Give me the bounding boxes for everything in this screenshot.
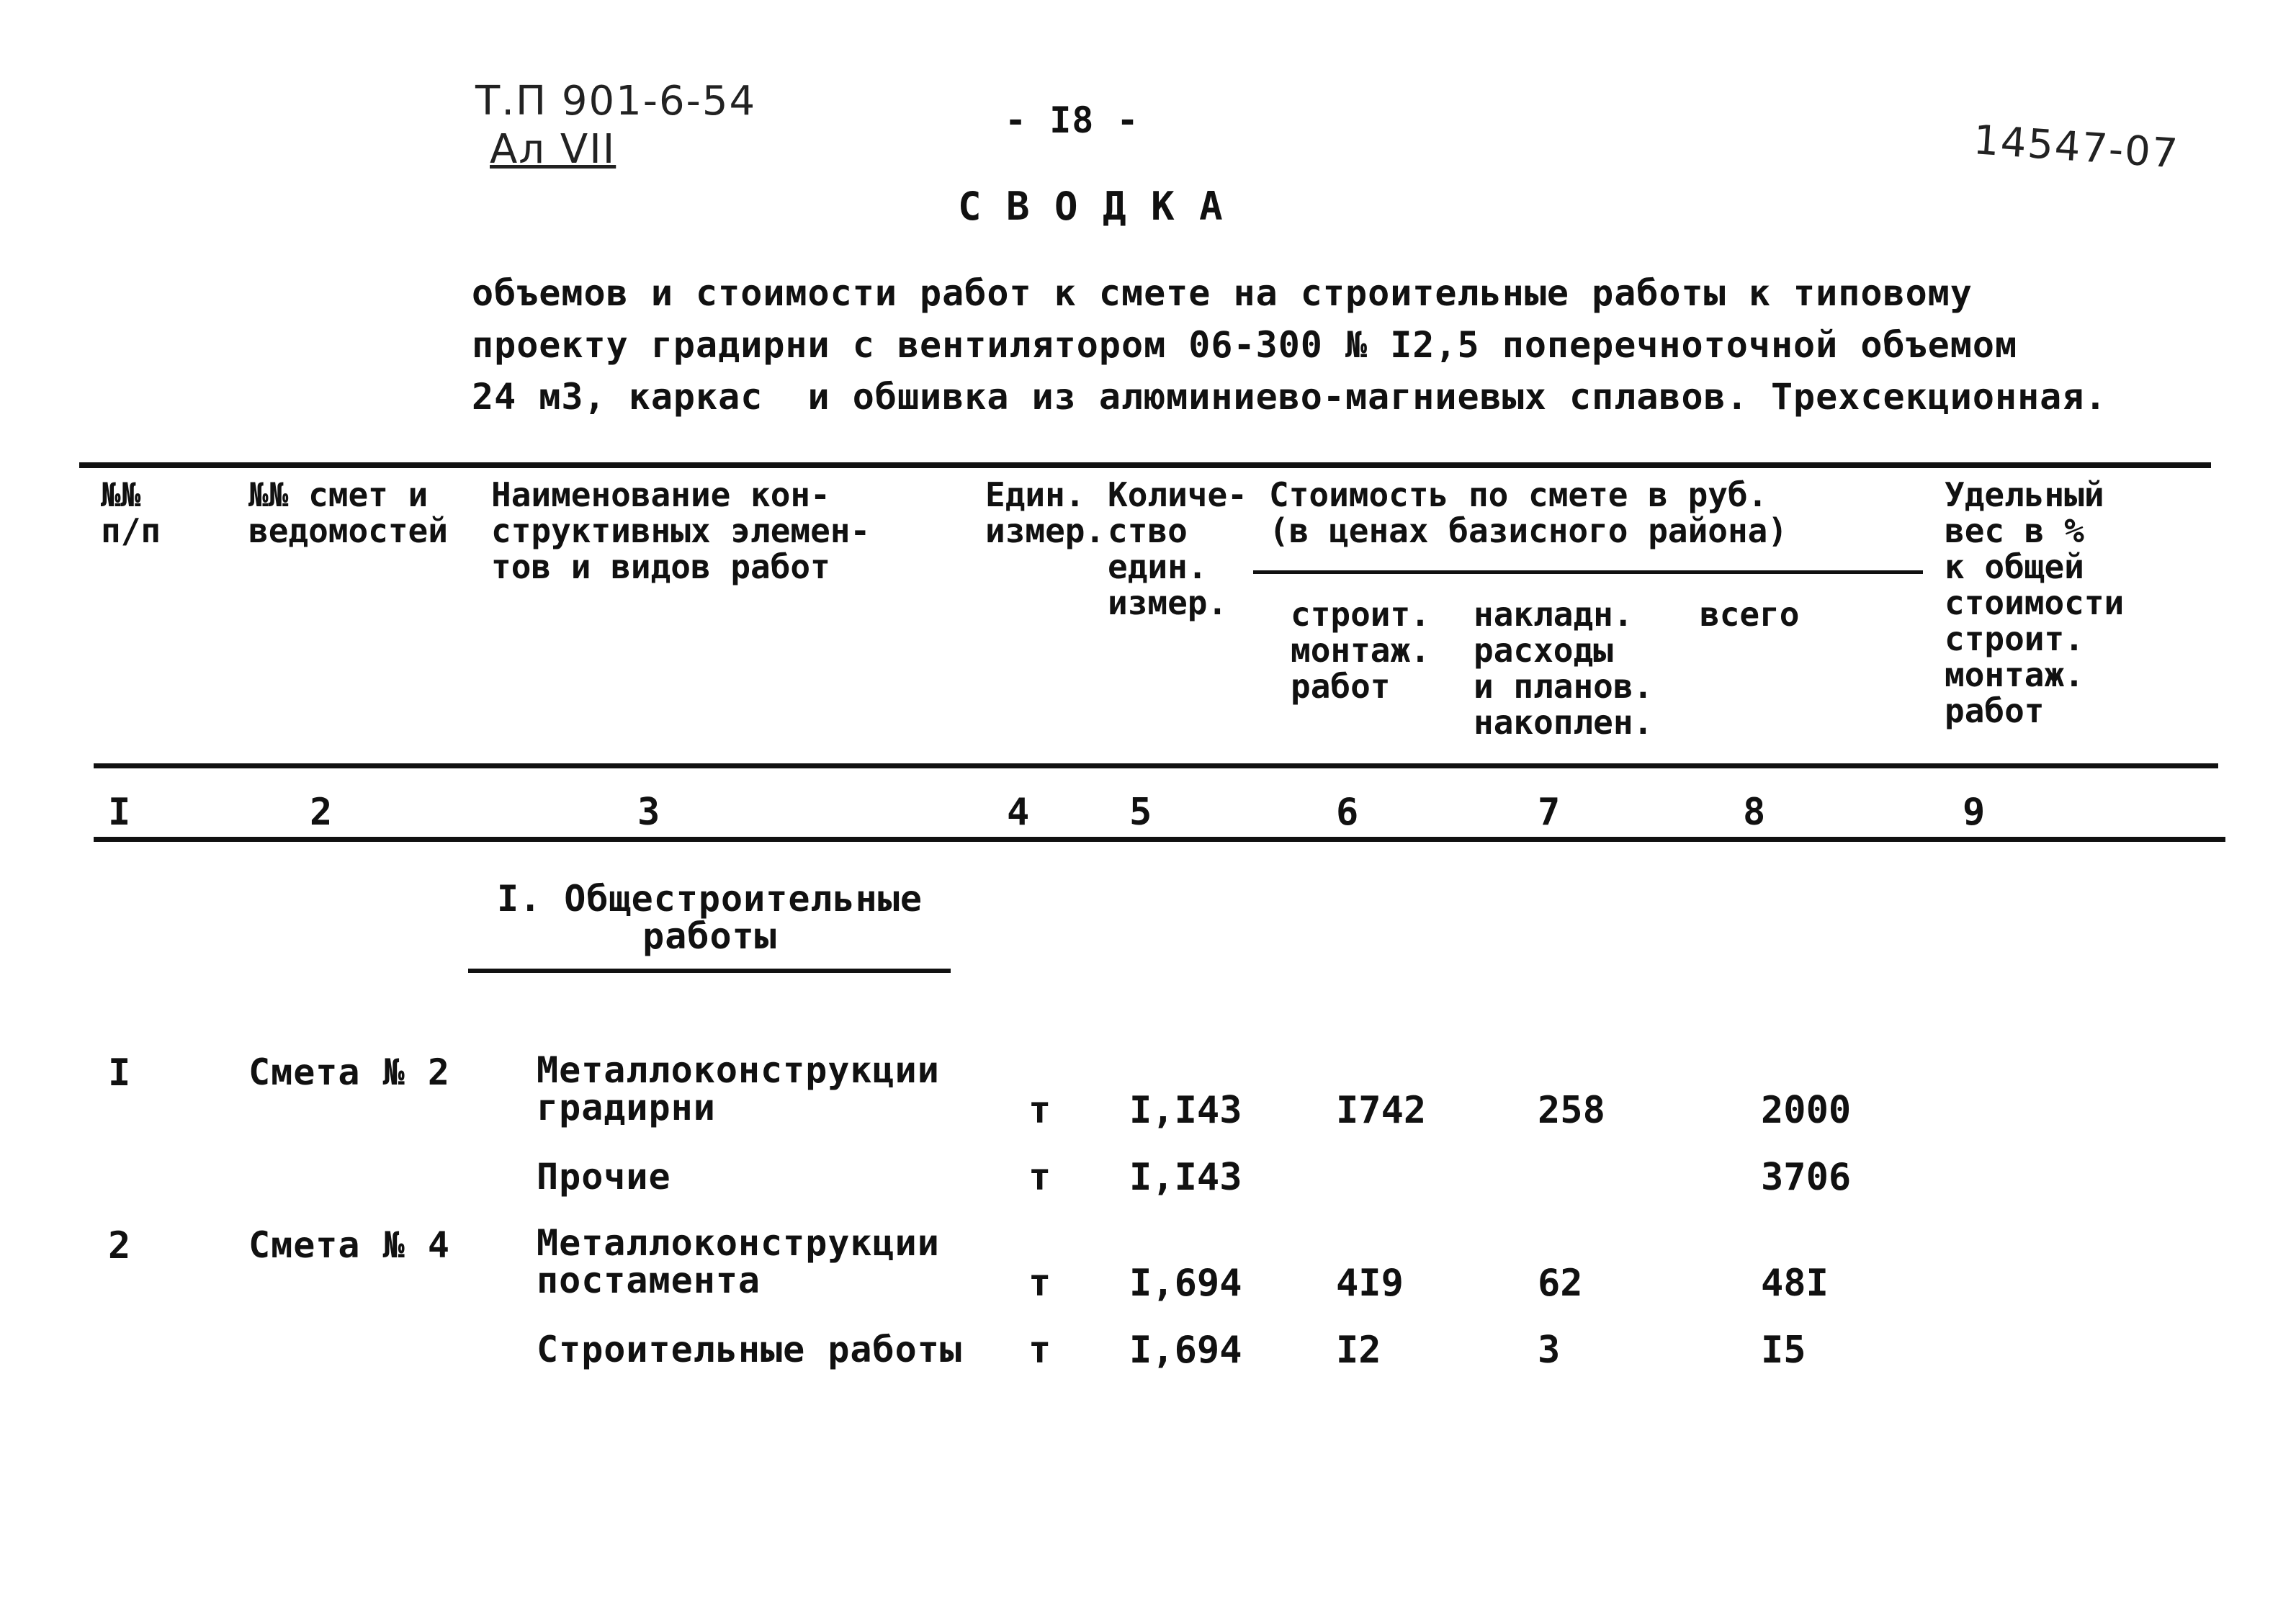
subtitle-line-2: проекту градирни с вентилятором 06-300 № I2,5 поперечноточной объемом xyxy=(472,324,2018,366)
row-4-unit: т xyxy=(1028,1329,1051,1372)
column-number-4: 4 xyxy=(1007,791,1030,834)
row-4-name: Строительные работы xyxy=(537,1329,962,1370)
row-2-unit: т xyxy=(1028,1156,1051,1199)
handwritten-project-code: Т.П 901-6-54 xyxy=(475,78,757,125)
handwritten-inventory-number: 14547-07 xyxy=(1972,117,2181,178)
row-2-quantity: I,I43 xyxy=(1129,1156,1242,1199)
column-number-8: 8 xyxy=(1743,791,1766,834)
row-1-construction-cost: I742 xyxy=(1336,1089,1427,1132)
header-share-percent: Удельный вес в % к общей стоимости строит. монтаж. работ xyxy=(1945,475,2125,730)
table-top-rule xyxy=(79,462,2211,468)
column-number-1: I xyxy=(108,791,131,834)
row-4-total-cost: I5 xyxy=(1761,1329,1806,1372)
row-4-overhead-cost: 3 xyxy=(1538,1329,1561,1372)
column-number-6: 6 xyxy=(1336,791,1359,834)
row-1-unit: т xyxy=(1028,1089,1051,1132)
section-title: I. Общестроительные работы xyxy=(497,878,923,957)
row-4-quantity: I,694 xyxy=(1129,1329,1242,1372)
column-number-2: 2 xyxy=(310,791,333,834)
header-unit: Един. измер. xyxy=(985,475,1106,550)
column-number-7: 7 xyxy=(1538,791,1561,834)
row-1-name: Металлоконструкции градирни xyxy=(537,1049,940,1128)
row-1-number: I xyxy=(108,1051,131,1095)
handwritten-album-number: Ал VII xyxy=(490,126,616,173)
row-2-total-cost: 3706 xyxy=(1761,1156,1852,1199)
document-title: С В О Д К А xyxy=(958,184,1224,229)
header-element-name: Наименование кон- структивных элемен- тов и видов работ xyxy=(491,475,871,586)
row-3-unit: т xyxy=(1028,1262,1051,1305)
row-3-quantity: I,694 xyxy=(1129,1262,1242,1305)
section-title-underline xyxy=(468,969,951,973)
subtitle-line-3: 24 м3, каркас и обшивка из алюминиево-магниевых сплавов. Трехсекционная. xyxy=(472,376,2107,418)
row-3-construction-cost: 4I9 xyxy=(1336,1262,1404,1305)
header-quantity: Количе- ство един. измер. xyxy=(1108,475,1247,622)
row-3-name: Металлоконструкции постамента xyxy=(537,1222,940,1301)
row-3-estimate: Смета № 4 xyxy=(248,1224,450,1266)
subtitle-line-1: объемов и стоимости работ к смете на строительные работы к типовому xyxy=(472,272,1973,314)
header-estimate-number: №№ смет и ведомостей xyxy=(248,475,448,550)
row-4-construction-cost: I2 xyxy=(1336,1329,1381,1372)
row-2-name: Прочие xyxy=(537,1156,671,1198)
row-1-total-cost: 2000 xyxy=(1761,1089,1852,1132)
row-1-overhead-cost: 258 xyxy=(1538,1089,1605,1132)
header-construction-cost: строит. монтаж. работ xyxy=(1291,595,1430,706)
row-3-total-cost: 48I xyxy=(1761,1262,1829,1305)
header-overhead-cost: накладн. расходы и планов. накоплен. xyxy=(1474,595,1654,742)
column-number-3: 3 xyxy=(637,791,660,834)
row-1-quantity: I,I43 xyxy=(1129,1089,1242,1132)
header-item-number: №№ п/п xyxy=(101,475,161,550)
cost-group-rule xyxy=(1253,570,1923,574)
page-number: - I8 - xyxy=(1005,99,1139,141)
row-3-number: 2 xyxy=(108,1224,131,1267)
column-number-9: 9 xyxy=(1963,791,1986,834)
header-cost-group: Стоимость по смете в руб. (в ценах базисного района) xyxy=(1269,475,1788,550)
header-bottom-rule xyxy=(94,763,2218,768)
column-numbers-rule xyxy=(94,837,2225,842)
row-3-overhead-cost: 62 xyxy=(1538,1262,1583,1305)
row-1-estimate: Смета № 2 xyxy=(248,1051,450,1093)
header-total-cost: всего xyxy=(1700,595,1800,634)
column-number-5: 5 xyxy=(1129,791,1152,834)
